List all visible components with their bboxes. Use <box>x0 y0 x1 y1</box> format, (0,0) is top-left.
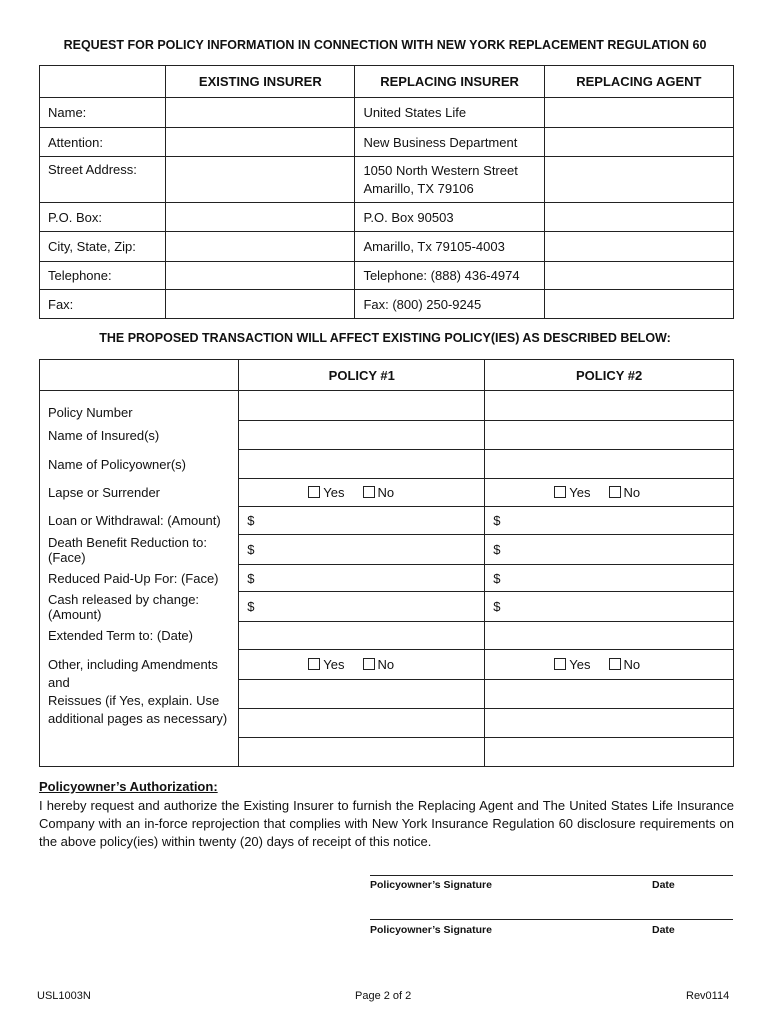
existing-insurer-pobox-field[interactable] <box>166 203 355 232</box>
policy-1-cash-released-field[interactable]: $ <box>239 592 485 622</box>
policy-2-policyowner-field[interactable] <box>485 450 734 479</box>
policy-2-other-explain-1[interactable] <box>485 680 734 709</box>
replacing-insurer-attention: New Business Department <box>355 128 544 157</box>
policy-1-header: POLICY #1 <box>239 360 485 391</box>
replacing-insurer-header: REPLACING INSURER <box>355 66 544 98</box>
policy-1-number-field[interactable] <box>239 391 485 421</box>
row-label-loan: Loan or Withdrawal: (Amount) <box>40 507 239 535</box>
other-label-line-1: Other, including Amendments and <box>48 656 218 690</box>
row-label-cash-released: Cash released by change: (Amount) <box>40 592 239 622</box>
replacing-insurer-fax: Fax: (800) 250-9245 <box>355 290 544 319</box>
policy-1-other-options <box>239 650 485 680</box>
existing-insurer-attention-field[interactable] <box>166 128 355 157</box>
form-id: USL1003N <box>37 990 91 1002</box>
policy-2-extended-term-field[interactable] <box>485 622 734 650</box>
authorization-text: I hereby request and authorize the Existing Insurer to furnish the Replacing Agent and The United States Life Insurance Company with an in-force reprojection that complies with New York Insurance Regulation 60 disclosure requirements on the above policy(ies) within twenty (20) days of receipt of this notice. <box>39 798 734 849</box>
signature-line-1[interactable] <box>370 875 733 876</box>
row-label-extended-term: Extended Term to: (Date) <box>40 622 239 650</box>
replacing-insurer-telephone: Telephone: (888) 436-4974 <box>355 262 544 290</box>
row-label-death-benefit: Death Benefit Reduction to: (Face) <box>40 535 239 565</box>
policy-2-lapse-no[interactable]: No <box>609 485 641 500</box>
replacing-insurer-pobox: P.O. Box 90503 <box>355 203 544 232</box>
policy-1-lapse-no[interactable]: No <box>363 485 395 500</box>
row-label-policy-number: Policy Number <box>40 391 239 421</box>
policy-2-lapse-options <box>485 479 734 507</box>
replacing-insurer-name: United States Life <box>355 98 544 128</box>
policy-2-insured-field[interactable] <box>485 421 734 450</box>
existing-insurer-header: EXISTING INSURER <box>166 66 355 98</box>
checkbox-icon <box>609 486 621 498</box>
existing-insurer-name-field[interactable] <box>166 98 355 128</box>
policy-1-lapse-options <box>239 479 485 507</box>
date-label-1: Date <box>652 879 675 891</box>
checkbox-icon <box>308 486 320 498</box>
row-label-fax: Fax: <box>40 290 166 319</box>
authorization-heading: Policyowner’s Authorization: <box>39 779 218 794</box>
checkbox-icon <box>363 486 375 498</box>
existing-insurer-telephone-field[interactable] <box>166 262 355 290</box>
street-line-1: 1050 North Western Street <box>363 162 518 178</box>
policy-2-death-benefit-field[interactable]: $ <box>485 535 734 565</box>
policy-2-number-field[interactable] <box>485 391 734 421</box>
section-title: THE PROPOSED TRANSACTION WILL AFFECT EXISTING POLICY(IES) AS DESCRIBED BELOW: <box>99 331 671 345</box>
policy-2-lapse-yes[interactable]: Yes <box>554 485 590 500</box>
policy-1-policyowner-field[interactable] <box>239 450 485 479</box>
policy-2-other-yes[interactable]: Yes <box>554 657 590 672</box>
row-label-pobox: P.O. Box: <box>40 203 166 232</box>
policy-2-loan-field[interactable]: $ <box>485 507 734 535</box>
policy-2-reduced-paid-up-field[interactable]: $ <box>485 565 734 592</box>
policy-1-other-explain-1[interactable] <box>239 680 485 709</box>
row-label-street: Street Address: <box>40 157 166 203</box>
signature-label-2: Policyowner’s Signature <box>370 924 492 936</box>
row-label-city: City, State, Zip: <box>40 232 166 262</box>
street-line-2: Amarillo, TX 79106 <box>363 180 474 196</box>
replacing-insurer-street <box>355 157 544 203</box>
page-number: Page 2 of 2 <box>355 990 412 1002</box>
policy-1-other-no[interactable]: No <box>363 657 395 672</box>
date-label-2: Date <box>652 924 675 936</box>
row-label-other <box>40 650 239 738</box>
policy-1-other-explain-2[interactable] <box>239 709 485 738</box>
policy-1-death-benefit-field[interactable]: $ <box>239 535 485 565</box>
replacing-insurer-city: Amarillo, Tx 79105-4003 <box>355 232 544 262</box>
existing-insurer-fax-field[interactable] <box>166 290 355 319</box>
policy-table <box>39 359 734 767</box>
policy-1-loan-field[interactable]: $ <box>239 507 485 535</box>
replacing-agent-pobox-field[interactable] <box>544 203 733 232</box>
policy-2-cash-released-field[interactable]: $ <box>485 592 734 622</box>
blank-cell <box>40 738 239 767</box>
checkbox-icon <box>363 658 375 670</box>
policy-2-other-no[interactable]: No <box>609 657 641 672</box>
existing-insurer-city-field[interactable] <box>166 232 355 262</box>
policy-2-other-explain-3[interactable] <box>485 738 734 767</box>
form-title: REQUEST FOR POLICY INFORMATION IN CONNECTION WITH NEW YORK REPLACEMENT REGULATION 60 <box>63 38 707 52</box>
replacing-agent-telephone-field[interactable] <box>544 262 733 290</box>
checkbox-icon <box>308 658 320 670</box>
policy-1-insured-field[interactable] <box>239 421 485 450</box>
existing-insurer-street-field[interactable] <box>166 157 355 203</box>
policy-2-other-options <box>485 650 734 680</box>
revision: Rev0114 <box>686 990 730 1002</box>
policy-2-header: POLICY #2 <box>485 360 734 391</box>
checkbox-icon <box>554 486 566 498</box>
replacing-agent-attention-field[interactable] <box>544 128 733 157</box>
row-label-attention: Attention: <box>40 128 166 157</box>
policy-1-lapse-yes[interactable]: Yes <box>308 485 344 500</box>
replacing-agent-header: REPLACING AGENT <box>544 66 733 98</box>
replacing-agent-street-field[interactable] <box>544 157 733 203</box>
policy-1-other-explain-3[interactable] <box>239 738 485 767</box>
row-label-lapse: Lapse or Surrender <box>40 479 239 507</box>
replacing-agent-fax-field[interactable] <box>544 290 733 319</box>
signature-label-1: Policyowner’s Signature <box>370 879 492 891</box>
replacing-agent-city-field[interactable] <box>544 232 733 262</box>
row-label-insured: Name of Insured(s) <box>40 421 239 450</box>
replacing-agent-name-field[interactable] <box>544 98 733 128</box>
row-label-name: Name: <box>40 98 166 128</box>
blank-header <box>40 360 239 391</box>
checkbox-icon <box>554 658 566 670</box>
checkbox-icon <box>609 658 621 670</box>
row-label-telephone: Telephone: <box>40 262 166 290</box>
insurer-info-table <box>39 65 734 319</box>
policy-1-other-yes[interactable]: Yes <box>308 657 344 672</box>
policy-1-reduced-paid-up-field[interactable]: $ <box>239 565 485 592</box>
policy-1-extended-term-field[interactable] <box>239 622 485 650</box>
row-label-policyowner: Name of Policyowner(s) <box>40 450 239 479</box>
blank-header <box>40 66 166 98</box>
other-label-line-3: additional pages as necessary) <box>48 710 228 726</box>
row-label-reduced-paid-up: Reduced Paid-Up For: (Face) <box>40 565 239 592</box>
other-label-line-2: Reissues (if Yes, explain. Use <box>48 692 220 708</box>
policy-2-other-explain-2[interactable] <box>485 709 734 738</box>
signature-line-2[interactable] <box>370 919 733 920</box>
